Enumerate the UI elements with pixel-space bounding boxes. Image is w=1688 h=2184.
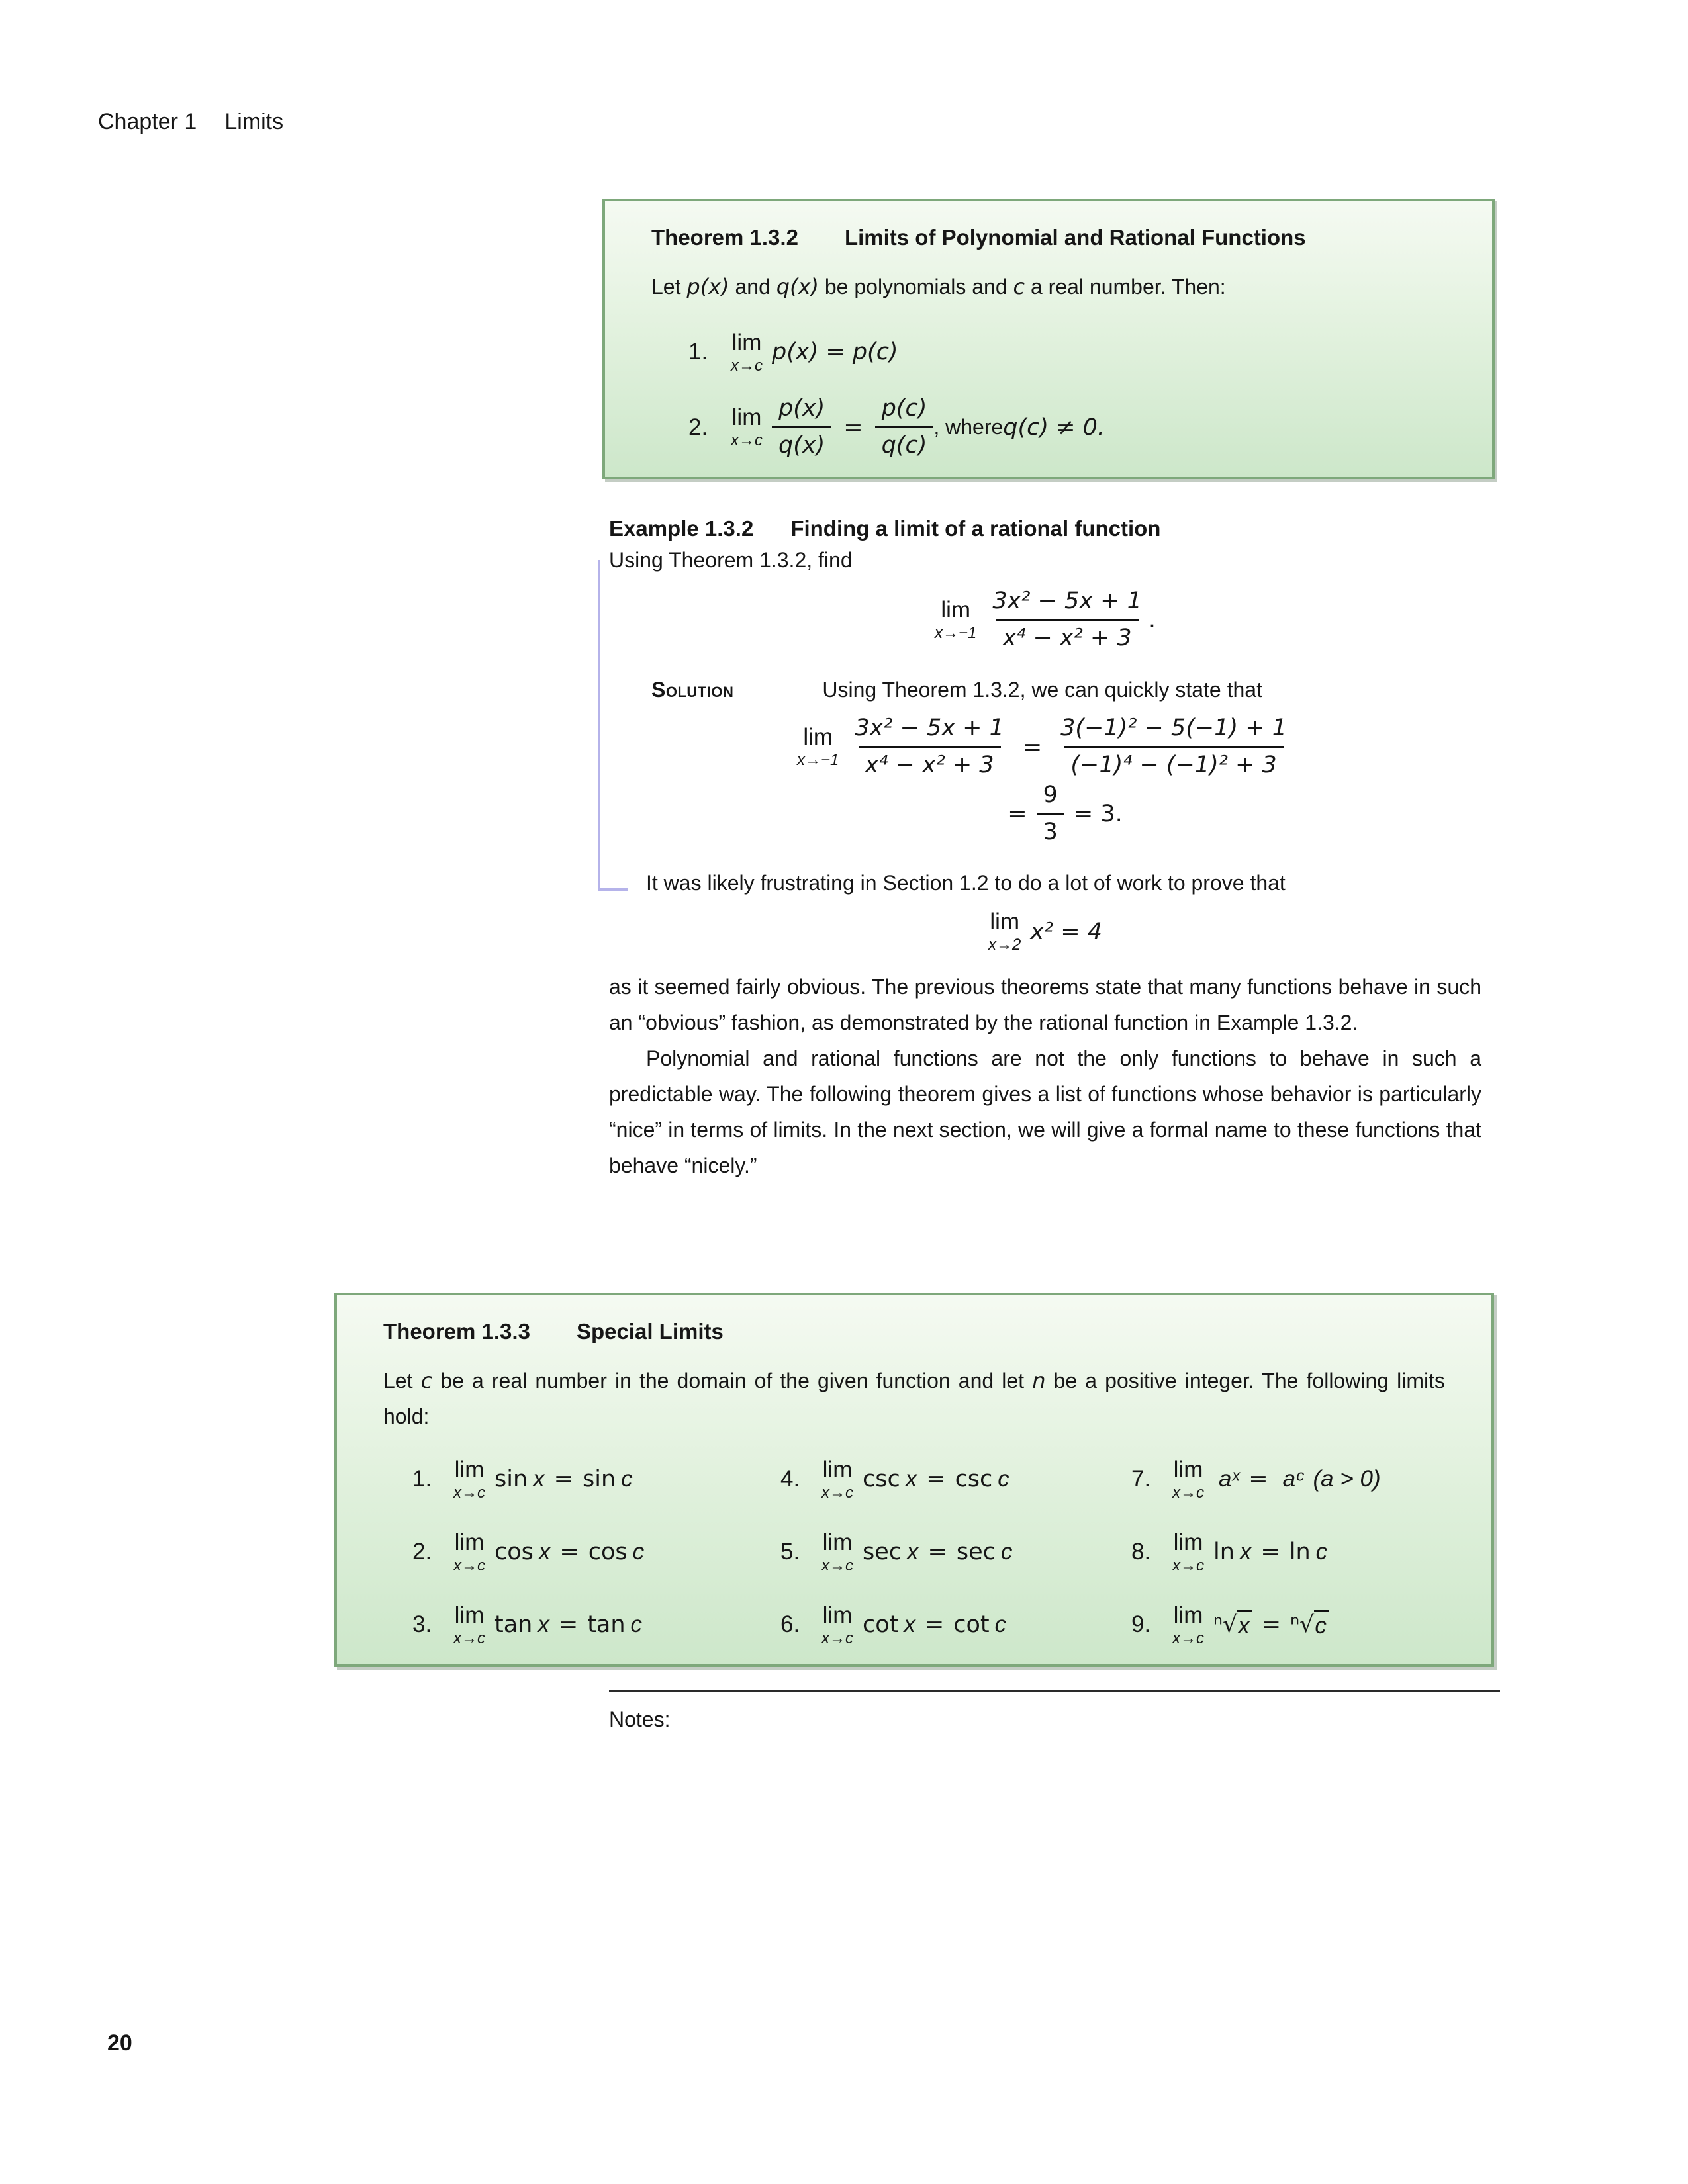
- special-limit-4: 4. lim x→c csc x = csc c: [780, 1456, 1009, 1502]
- special-limit-8: 8. lim x→c ln x = ln c: [1131, 1529, 1328, 1574]
- fraction: $\frac{\text{3x² − 5x + 1}}{\text{x⁴ − x² + 3}}$: [855, 715, 1004, 778]
- theorem-1-3-2-title: [651, 225, 1446, 250]
- special-limit-5: 5. lim x→c sec x = sec c: [780, 1529, 1013, 1574]
- special-limits-grid: [383, 1453, 1445, 1671]
- theorem-1-3-3-title: [383, 1319, 1445, 1344]
- limit-operator: lim x→−1: [935, 597, 977, 642]
- example-label: Example 1.3.2: [609, 516, 754, 541]
- special-limit-6: 6. lim x→c cot x = cot c: [780, 1602, 1007, 1647]
- theorem-1-3-2-intro: Let p(x) and q(x) be polynomials and c a real number. Then:: [651, 274, 1226, 299]
- example-title: [609, 516, 1481, 541]
- fraction: $\frac{p(x)}{q(x)}$: [772, 397, 831, 457]
- theorem-box-1-3-2: [602, 199, 1495, 479]
- limit-operator: lim x→−1: [797, 724, 839, 769]
- special-limits-column-1: [412, 1453, 780, 1671]
- limit-operator: lim x→c: [821, 1529, 853, 1574]
- theorem-name: Special Limits: [576, 1319, 724, 1343]
- fraction: $\frac{\text{3(−1)² − 5(−1) + 1}}{\text{(−1)⁴ − (−1)² + 3}}$: [1060, 715, 1287, 778]
- special-limit-7: 7. lim x→c aˣ = aᶜ (a > 0): [1131, 1456, 1381, 1502]
- page-number: 20: [107, 2030, 132, 2056]
- special-limits-column-3: [1131, 1453, 1381, 1671]
- limit-operator: lim x→c: [731, 329, 763, 375]
- notes-divider-line: [609, 1690, 1500, 1692]
- limit-operator: lim x→c: [453, 1602, 485, 1647]
- limit-operator: lim x→c: [1172, 1456, 1204, 1502]
- mid-paragraph: It was likely frustrating in Section 1.2 to do a lot of work to prove that: [646, 871, 1286, 895]
- limit-operator: lim x→c: [821, 1456, 853, 1502]
- mid-display-equation: lim x→2 x² = 4: [988, 909, 1102, 954]
- solution-row: [609, 678, 1481, 702]
- running-header: [98, 109, 283, 135]
- theorem-1-3-3-intro: Let c be a real number in the domain of the given function and let n be a positive integer. The following limits hold:: [383, 1368, 1446, 1428]
- limit-operator: lim x→c: [1172, 1529, 1204, 1574]
- special-limit-1: 1. lim x→c sin x = sin c: [412, 1456, 633, 1502]
- theorem-label: Theorem 1.3.2: [651, 225, 798, 250]
- fraction: $\frac{p(c)}{q(c)}$: [875, 397, 934, 457]
- notes-label: Notes:: [609, 1707, 671, 1731]
- theorem-label: Theorem 1.3.3: [383, 1319, 530, 1343]
- limit-operator: lim x→c: [453, 1456, 485, 1502]
- limit-operator: lim x→c: [453, 1529, 485, 1574]
- example-display-equation: [609, 590, 1481, 650]
- chapter-label: Chapter 1: [98, 109, 197, 134]
- example-1-3-2-block: [609, 516, 1481, 1183]
- fraction: $\frac{\text{3x² − 5x + 1}}{\text{x⁴ − x² + 3}}$: [992, 588, 1142, 651]
- example-lead: Using Theorem 1.3.2, find: [609, 548, 853, 572]
- theorem-name: Limits of Polynomial and Rational Functions: [844, 225, 1306, 250]
- special-limit-2: 2. lim x→c cos x = cos c: [412, 1529, 645, 1574]
- solution-label: Solution: [651, 678, 734, 702]
- nth-root-symbol: ⁿ√: [1290, 1612, 1315, 1638]
- limit-operator: lim x→c: [731, 404, 763, 449]
- fraction: $\frac{9}{3}$: [1037, 784, 1064, 844]
- limit-operator: lim x→2: [988, 909, 1021, 954]
- theorem-1-3-2-item-1: 1. lim x→c p(x) = p(c): [688, 329, 898, 375]
- special-limit-9: 9. lim x→c ⁿ√ x = ⁿ√ c: [1131, 1598, 1381, 1651]
- theorem-1-3-2-item-2: 2. lim x→c $\frac{p(x)}{q(x)}$ = $\frac{p(c)}{q(c)}$ , where q(c) ≠ 0.: [688, 395, 1105, 459]
- example-bracket-vertical: [598, 560, 600, 891]
- limit-operator: lim x→c: [1172, 1602, 1204, 1647]
- limit-operator: lim x→c: [821, 1602, 853, 1647]
- paragraph-1: as it seemed fairly obvious. The previous theorems state that many functions behave in such an “obvious” fashion, as demonstrated by the rational function in Example 1.3.2.: [609, 975, 1481, 1034]
- special-limit-3: 3. lim x→c tan x = tan c: [412, 1602, 643, 1647]
- section-label: Limits: [224, 109, 284, 134]
- solution-equation-line-2: = $\frac{9}{3}$ = 3.: [1008, 782, 1123, 845]
- solution-equation-line-1: lim x→−1 $\frac{\text{3x² − 5x + 1}}{\text{x⁴ − x² + 3}}$ = $\frac{\text{3(−1)² − 5(−1) + 1}}{\text{(−1)⁴ − (−1)² + 3}}$: [609, 717, 1481, 777]
- example-name: Finding a limit of a rational function: [790, 516, 1161, 541]
- nth-root-symbol: ⁿ√: [1213, 1612, 1238, 1638]
- solution-lead: Using Theorem 1.3.2, we can quickly state that: [822, 678, 1262, 702]
- special-limits-column-2: [780, 1453, 1131, 1671]
- period: .: [1148, 606, 1156, 633]
- theorem-box-1-3-3: [334, 1293, 1494, 1667]
- paragraph-2: Polynomial and rational functions are not the only functions to behave in such a predictable way. The following theorem gives a list of functions whose behavior is particularly “nice” in terms of limits. In the next section, we will give a formal name to these functions that behave “nicely.”: [609, 1046, 1481, 1177]
